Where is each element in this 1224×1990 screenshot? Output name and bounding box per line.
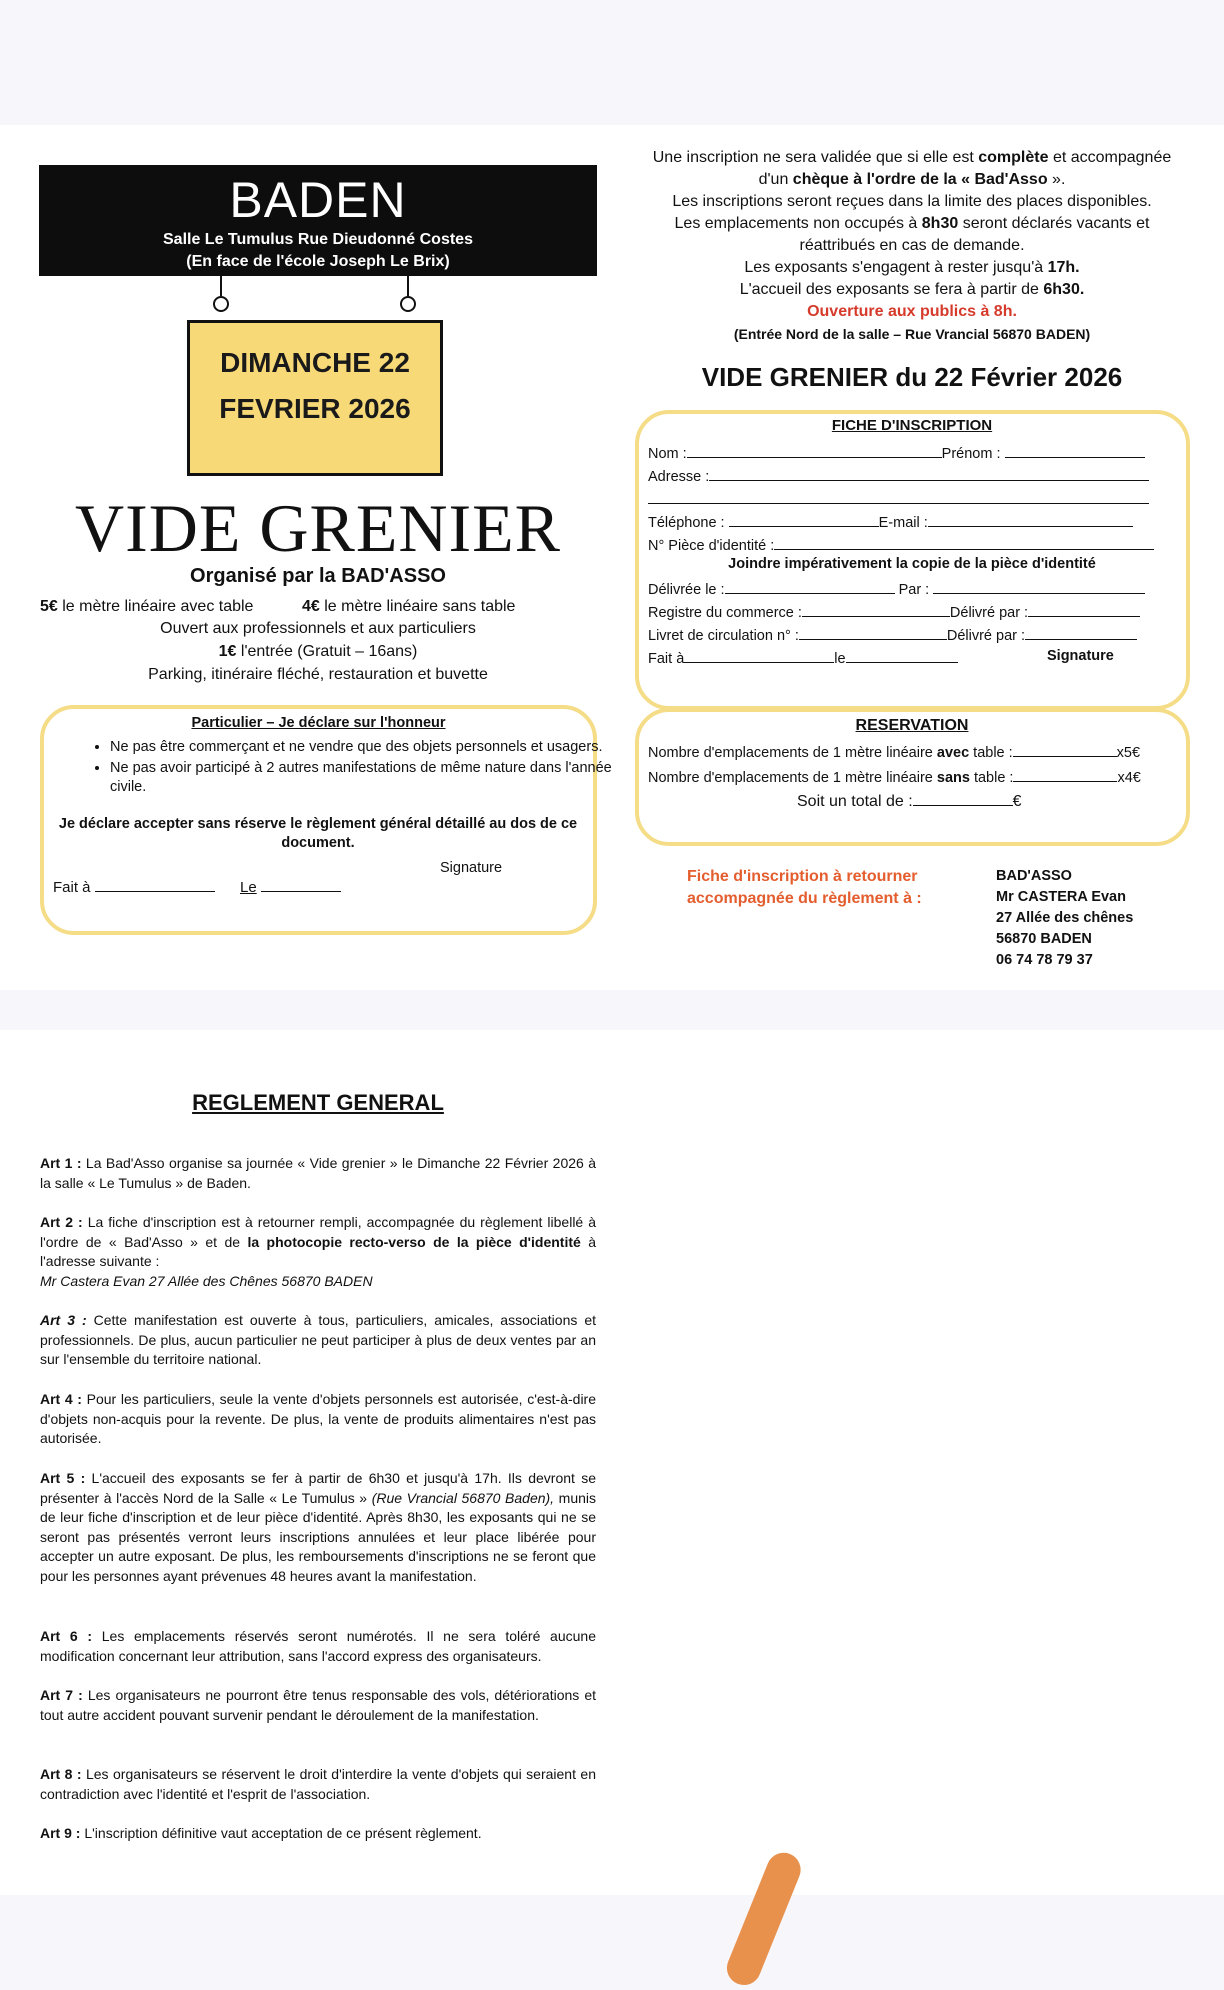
declaration-item: • Ne pas avoir participé à 2 autres manifestations de même nature dans l'année civile. bbox=[110, 759, 620, 797]
registre-delivre-par-label: Délivré par : bbox=[949, 605, 1029, 621]
declaration-le bbox=[240, 877, 341, 899]
form-row-adresse bbox=[648, 466, 1149, 485]
sign-hook-right bbox=[407, 276, 409, 296]
article-6 bbox=[40, 1627, 596, 1666]
fiche-le-label: le bbox=[834, 651, 846, 667]
rules-back-page bbox=[0, 1030, 1224, 1895]
email-field[interactable] bbox=[928, 512, 1133, 527]
price-without-table-amount: 4€ bbox=[302, 598, 320, 615]
nom-label: Nom : bbox=[648, 446, 687, 462]
contact-org: BAD'ASSO bbox=[996, 868, 1072, 884]
fiche-fait-a-field[interactable] bbox=[684, 648, 834, 663]
article-2-label: Art 2 : bbox=[40, 1214, 83, 1230]
open-to-line: Ouvert aux professionnels et aux particuliers bbox=[160, 620, 476, 637]
fait-a-label: Fait à bbox=[53, 879, 91, 896]
adresse-label: Adresse : bbox=[648, 469, 710, 485]
declaration-item: • Ne pas être commerçant et ne vendre que des objets personnels et usagers. bbox=[110, 738, 620, 757]
contact-address bbox=[996, 866, 1133, 971]
article-6-text: Les emplacements réservés seront numérotés. Il ne sera toléré aucune modification concernant leur attribution, sans l'accord express des organisateurs. bbox=[40, 1628, 596, 1664]
amenities-line: Parking, itinéraire fléché, restauration et buvette bbox=[148, 666, 488, 683]
total-field[interactable] bbox=[913, 791, 1013, 806]
fiche-fait-a-label: Fait à bbox=[648, 651, 685, 667]
with-table-post: table : bbox=[969, 745, 1013, 761]
reservation-title: RESERVATION bbox=[855, 717, 969, 734]
info-line-1-pre: Une inscription ne sera validée que si elle est bbox=[652, 149, 979, 166]
info-line-3: Les inscriptions seront reçues dans la limite des places disponibles. bbox=[672, 193, 1152, 210]
article-5-text: L'accueil des exposants se fer à partir de 6h30 et jusqu'à 17h. Ils devront se présenter à l'accès Nord de la Salle « Le Tumulus » bbox=[40, 1470, 596, 1506]
with-table-quantity-field[interactable] bbox=[1013, 742, 1117, 757]
article-7-text: Les organisateurs ne pourront être tenus responsable des vols, détériorations et tout autre accident pouvant survenir pendant le déroulement de la manifestation. bbox=[40, 1687, 596, 1723]
reservation-total bbox=[797, 791, 1022, 811]
info-line-6-pre: Les exposants s'engagent à rester jusqu'à bbox=[744, 259, 1048, 276]
telephone-field[interactable] bbox=[729, 512, 879, 527]
article-5-post: munis de leur fiche d'inscription et de leur pièce d'identité. Après 8h30, les exposants qui ne se seront pas présentés verront leurs inscriptions annulées et leur place libérée pour accepter un autre exposant. De plus, les remboursements d'inscriptions ne se feront que pour les personnes ayant prévenues 48 heures avant la manifestation. bbox=[40, 1489, 597, 1584]
info-line-2-post: ». bbox=[1047, 171, 1066, 188]
info-line-6-bold: 17h. bbox=[1047, 259, 1080, 276]
article-4-label: Art 4 : bbox=[40, 1391, 82, 1407]
organizer-line: Organisé par la BAD'ASSO bbox=[190, 565, 446, 587]
fiche-subtitle: FICHE D'INSCRIPTION bbox=[831, 417, 993, 434]
registre-label: Registre du commerce : bbox=[648, 605, 802, 621]
without-table-price: x4€ bbox=[1117, 770, 1141, 786]
piece-label: N° Pièce d'identité : bbox=[648, 538, 775, 554]
with-table-price: x5€ bbox=[1116, 745, 1141, 761]
email-label: E-mail : bbox=[878, 515, 928, 531]
info-line-7-bold: 6h30. bbox=[1043, 281, 1085, 298]
livret-field[interactable] bbox=[799, 625, 947, 640]
telephone-label: Téléphone : bbox=[648, 515, 725, 531]
article-3-label: Art 3 : bbox=[40, 1312, 87, 1328]
registration-info bbox=[628, 147, 1196, 345]
article-2-post: à l'adresse suivante : bbox=[40, 1233, 596, 1269]
sign-hook-left bbox=[220, 276, 222, 296]
article-4-text: Pour les particuliers, seule la vente d'objets personnels est autorisée, c'est-à-dire d'objets non-acquis pour la revente. De plus, la vente de produits alimentaires n'est pas autorisée. bbox=[40, 1391, 597, 1446]
article-1 bbox=[40, 1154, 596, 1193]
par-field[interactable] bbox=[933, 579, 1145, 594]
entry-text: l'entrée (Gratuit – 16ans) bbox=[236, 643, 418, 660]
registre-field[interactable] bbox=[802, 602, 950, 617]
article-2-bold: la photocopie recto-verso de la pièce d'identité bbox=[247, 1233, 581, 1250]
prenom-label: Prénom : bbox=[941, 446, 1001, 462]
price-without-table-text: le mètre linéaire sans table bbox=[319, 598, 516, 615]
event-title: VIDE GRENIER bbox=[74, 490, 562, 566]
article-2 bbox=[40, 1213, 596, 1291]
article-7 bbox=[40, 1686, 596, 1725]
declaration-list bbox=[82, 738, 620, 799]
form-row-telephone bbox=[648, 512, 1133, 531]
form-row-delivree bbox=[648, 579, 1145, 598]
with-table-bold: avec bbox=[936, 745, 970, 761]
article-2-text: La fiche d'inscription est à retourner rempli, accompagnée du règlement libellé à l'ordre de « Bad'Asso » et de bbox=[40, 1214, 596, 1250]
delivree-le-label: Délivrée le : bbox=[648, 582, 725, 598]
info-line-2-bold: chèque à l'ordre de la « Bad'Asso bbox=[792, 171, 1048, 188]
rules-title: REGLEMENT GENERAL bbox=[192, 1090, 444, 1115]
piece-field[interactable] bbox=[774, 535, 1154, 550]
prenom-field[interactable] bbox=[1005, 443, 1145, 458]
reservation-with-table bbox=[648, 742, 1140, 761]
article-8 bbox=[40, 1765, 596, 1804]
entrance-line: (Entrée Nord de la salle – Rue Vrancial 56870 BADEN) bbox=[733, 326, 1091, 342]
info-line-4-post: seront déclarés vacants et bbox=[958, 215, 1150, 232]
with-table-pre: Nombre d'emplacements de 1 mètre linéaire bbox=[648, 745, 937, 761]
article-7-label: Art 7 : bbox=[40, 1687, 83, 1703]
joindre-notice: Joindre impérativement la copie de la pièce d'identité bbox=[728, 556, 1096, 572]
delivree-le-field[interactable] bbox=[725, 579, 895, 594]
article-9-label: Art 9 : bbox=[40, 1825, 81, 1841]
contact-street: 27 Allée des chênes bbox=[996, 910, 1134, 926]
livret-delivre-par-field[interactable] bbox=[1025, 625, 1137, 640]
entry-amount: 1€ bbox=[218, 643, 237, 660]
without-table-post: table : bbox=[969, 770, 1014, 786]
fiche-heading: VIDE GRENIER du 22 Février 2026 bbox=[701, 362, 1123, 392]
fiche-signature-label: Signature bbox=[1047, 648, 1114, 664]
total-currency: € bbox=[1012, 793, 1022, 810]
info-line-2 bbox=[628, 169, 1196, 191]
article-2-address: Mr Castera Evan 27 Allée des Chênes 56870 BADEN bbox=[40, 1272, 373, 1289]
date-sign bbox=[187, 320, 443, 476]
without-table-quantity-field[interactable] bbox=[1013, 767, 1117, 782]
contact-name: Mr CASTERA Evan bbox=[996, 889, 1126, 905]
article-8-label: Art 8 : bbox=[40, 1766, 82, 1782]
city-title: BADEN bbox=[229, 172, 407, 228]
adresse-field[interactable] bbox=[709, 466, 1149, 481]
contact-phone: 06 74 78 79 37 bbox=[996, 952, 1093, 968]
livret-label: Livret de circulation n° : bbox=[648, 628, 799, 644]
date-line-2: FEVRIER 2026 bbox=[219, 393, 411, 424]
declaration-fait-a bbox=[53, 877, 215, 899]
form-row-livret bbox=[648, 625, 1137, 644]
article-5-label: Art 5 : bbox=[40, 1470, 86, 1486]
info-line-4-bold: 8h30 bbox=[921, 215, 959, 232]
article-1-label: Art 1 : bbox=[40, 1155, 82, 1171]
form-row-adresse-2 bbox=[648, 489, 1149, 508]
total-label: Soit un total de : bbox=[797, 793, 913, 810]
opening-time: Ouverture aux publics à 8h. bbox=[807, 303, 1017, 320]
article-6-label: Art 6 : bbox=[40, 1628, 93, 1644]
return-line-2: accompagnée du règlement à : bbox=[687, 890, 922, 907]
reservation-without-table bbox=[648, 767, 1141, 786]
fait-a-field[interactable] bbox=[95, 877, 215, 892]
par-label: Par : bbox=[898, 582, 930, 598]
le-label: Le bbox=[240, 879, 257, 896]
price-with-table-amount: 5€ bbox=[40, 598, 58, 615]
article-3 bbox=[40, 1311, 596, 1370]
header-banner bbox=[39, 165, 597, 276]
declaration-signature-label: Signature bbox=[440, 860, 503, 876]
info-line-1 bbox=[628, 147, 1196, 169]
article-5 bbox=[40, 1469, 596, 1586]
info-line-7-pre: L'accueil des exposants se fera à partir de bbox=[739, 281, 1044, 298]
price-without-table bbox=[302, 596, 515, 618]
nom-field[interactable] bbox=[687, 443, 942, 458]
info-line-5: réattribués en cas de demande. bbox=[799, 237, 1025, 254]
info-line-6 bbox=[628, 257, 1196, 279]
article-9-text: L'inscription définitive vaut acceptation de ce présent règlement. bbox=[80, 1825, 482, 1841]
info-line-2-pre: d'un bbox=[758, 171, 793, 188]
info-line-1-bold: complète bbox=[978, 149, 1049, 166]
form-row-piece bbox=[648, 535, 1154, 554]
declaration-title: Particulier – Je déclare sur l'honneur bbox=[191, 715, 446, 731]
without-table-pre: Nombre d'emplacements de 1 mètre linéaire bbox=[648, 770, 937, 786]
venue-line-1: Salle Le Tumulus Rue Dieudonné Costes bbox=[163, 231, 473, 248]
price-with-table bbox=[40, 596, 253, 618]
info-line-7 bbox=[628, 279, 1196, 301]
sign-ring-right-icon bbox=[400, 296, 416, 312]
fiche-le-field[interactable] bbox=[846, 648, 958, 663]
livret-delivre-par-label: Délivré par : bbox=[946, 628, 1026, 644]
article-9 bbox=[40, 1824, 596, 1844]
form-row-registre bbox=[648, 602, 1140, 621]
declaration-accept: Je déclare accepter sans réserve le règlement général détaillé au dos de ce document. bbox=[58, 816, 578, 851]
price-with-table-text: le mètre linéaire avec table bbox=[57, 598, 254, 615]
sign-ring-left-icon bbox=[213, 296, 229, 312]
flyer-front-page bbox=[0, 125, 1224, 990]
article-3-text: Cette manifestation est ouverte à tous, particuliers, amicales, associations et professionnels. De plus, aucun particulier ne peut participer à plus de deux ventes par an sur l'ensemble du territoire national. bbox=[40, 1312, 596, 1367]
info-line-4 bbox=[628, 213, 1196, 235]
return-instructions bbox=[687, 866, 922, 910]
form-row-nom bbox=[648, 443, 1145, 462]
registre-delivre-par-field[interactable] bbox=[1028, 602, 1140, 617]
info-line-4-pre: Les emplacements non occupés à bbox=[674, 215, 922, 232]
article-1-text: La Bad'Asso organise sa journée « Vide grenier » le Dimanche 22 Février 2026 à la salle « Le Tumulus » de Baden. bbox=[40, 1155, 596, 1191]
contact-city: 56870 BADEN bbox=[996, 931, 1092, 947]
return-line-1: Fiche d'inscription à retourner bbox=[687, 868, 918, 885]
le-field[interactable] bbox=[261, 877, 341, 892]
venue-line-2: (En face de l'école Joseph Le Brix) bbox=[186, 253, 450, 270]
article-4 bbox=[40, 1390, 596, 1449]
article-5-italic: (Rue Vrancial 56870 Baden), bbox=[371, 1489, 555, 1506]
article-8-text: Les organisateurs se réservent le droit d'interdire la vente d'objets qui seraient en contradiction avec l'identité et l'esprit de l'association. bbox=[40, 1766, 596, 1802]
without-table-bold: sans bbox=[936, 770, 970, 786]
adresse-field-2[interactable] bbox=[648, 489, 1149, 504]
info-line-1-post: et accompagnée bbox=[1048, 149, 1172, 166]
entry-price-line bbox=[20, 641, 616, 663]
date-line-1: DIMANCHE 22 bbox=[220, 347, 410, 378]
form-row-fait bbox=[648, 648, 958, 667]
